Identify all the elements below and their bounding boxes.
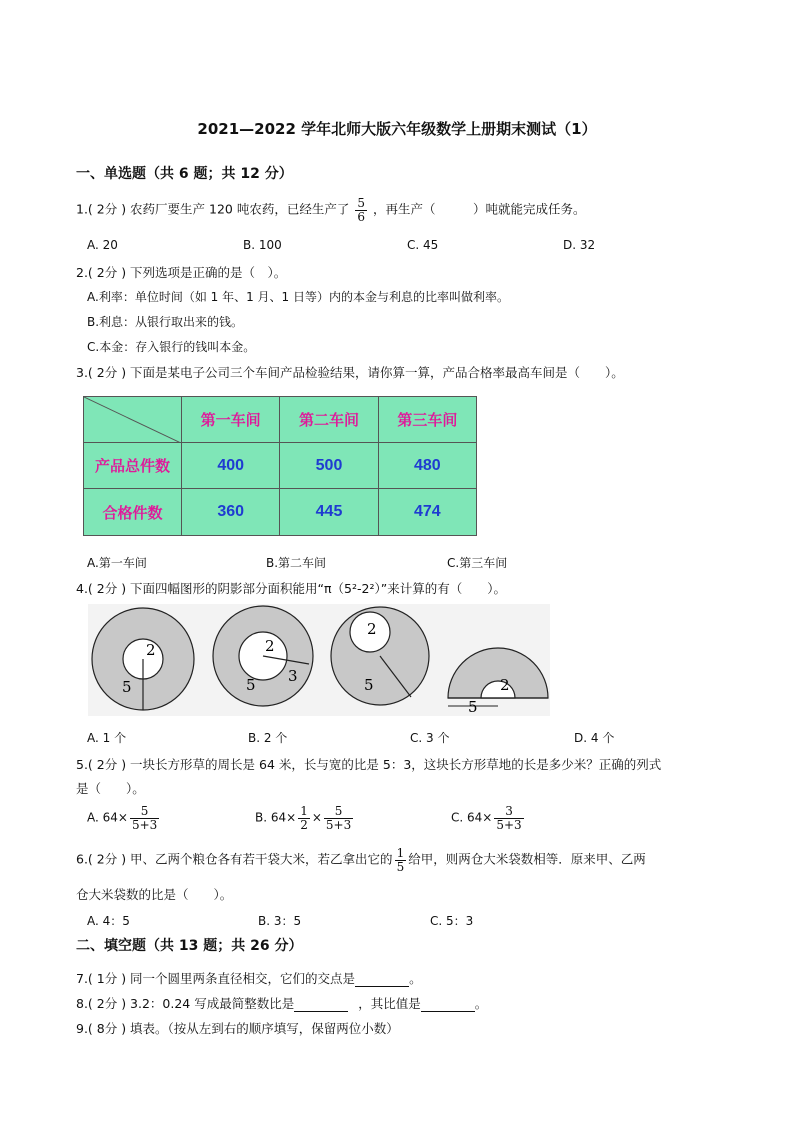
q5-option-c[interactable]: C. 64× $\frac{3}{5+3}$	[451, 804, 522, 832]
fig2-label-2: 2	[265, 637, 275, 655]
q5-option-b[interactable]: B. 64× $\frac{1}{2}$ × $\frac{5}{5+3}$	[255, 804, 352, 832]
question-8: 8.( 2分 ) 3.2：0.24 写成最简整数比是 ，其比值是 。	[76, 996, 488, 1011]
q2-option-c[interactable]: C.本金：存入银行的钱叫本金。	[87, 340, 256, 354]
fraction: $\frac{5}{5+3}$	[131, 804, 158, 832]
table-cell: 400	[182, 443, 280, 489]
page-title: 2021—2022 学年北师大版六年级数学上册期末测试（1）	[197, 120, 597, 138]
table-header-workshop-2: 第二车间	[280, 397, 378, 443]
fig2-label-5: 5	[246, 676, 256, 694]
q1-option-b[interactable]: B. 100	[243, 238, 282, 252]
q6-option-a[interactable]: A. 4：5	[87, 914, 130, 928]
q4-option-d[interactable]: D. 4 个	[574, 731, 615, 745]
question-6-line-1: 6.( 2分 ) 甲、乙两个粮仓各有若干袋大米，若乙拿出它的 $\frac{1}{5}$ 给甲，则两仓大米袋数相等．原来甲、乙两	[76, 846, 646, 874]
question-5-line-2: 是（ ）。	[76, 781, 145, 796]
diagonal-line	[84, 397, 181, 443]
table-row-label-qualified: 合格件数	[84, 489, 182, 536]
q6-option-b[interactable]: B. 3：5	[258, 914, 302, 928]
q2-option-a[interactable]: A.利率：单位时间（如 1 年、1 月、1 日等）内的本金与利息的比率叫做利率。	[87, 290, 509, 304]
answer-blank[interactable]	[421, 999, 475, 1012]
table-cell: 500	[280, 443, 378, 489]
question-3: 3.( 2分 ) 下面是某电子公司三个车间产品检验结果，请你算一算，产品合格率最高车间是（ ）。	[76, 365, 624, 380]
workshop-table	[83, 396, 477, 536]
q1-option-a[interactable]: A. 20	[87, 238, 118, 252]
question-7: 7.( 1分 ) 同一个圆里两条直径相交，它们的交点是 。	[76, 971, 422, 986]
fraction-one-fifth: $\frac{1}{5}$	[396, 846, 405, 874]
q2-option-b[interactable]: B.利息：从银行取出来的钱。	[87, 315, 244, 329]
table-header-workshop-3: 第三车间	[378, 397, 476, 443]
fig1-label-2: 2	[146, 641, 156, 659]
fraction: $\frac{1}{2}$	[300, 804, 308, 832]
q1-option-d[interactable]: D. 32	[563, 238, 596, 252]
question-1-text-end: ，再生产（ ）吨就能完成任务。	[372, 201, 586, 217]
question-9: 9.( 8分 ) 填表。（按从左到右的顺序填写，保留两位小数）	[76, 1021, 399, 1036]
q6-option-c[interactable]: C. 5：3	[430, 914, 474, 928]
q3-option-b[interactable]: B.第二车间	[266, 556, 327, 570]
fraction-five-sixths: $\frac{5}{6}$	[357, 196, 365, 224]
fig3-label-2: 2	[367, 620, 377, 638]
q4-option-a[interactable]: A. 1 个	[87, 731, 127, 745]
question-6-line-2: 仓大米袋数的比是（ ）。	[76, 887, 233, 902]
question-1	[76, 197, 585, 223]
question-5-line-1: 5.( 2分 ) 一块长方形草的周长是 64 米，长与宽的比是 5：3，这块长方形草地的长是多少米？正确的列式	[76, 757, 662, 772]
answer-blank[interactable]	[294, 999, 348, 1012]
question-4: 4.( 2分 ) 下面四幅图形的阴影部分面积能用“π（5²-2²）”来计算的有（ ）。	[76, 581, 506, 596]
table-cell: 445	[280, 489, 378, 536]
table-corner-cell	[84, 397, 182, 443]
table-cell: 360	[182, 489, 280, 536]
annulus-figures	[88, 604, 550, 716]
annulus-figures-drawing	[88, 604, 550, 716]
question-1-text: 1.( 2分 ) 农药厂要生产 120 吨农药，已经生产了	[76, 201, 350, 217]
table-row-label-total: 产品总件数	[84, 443, 182, 489]
fig4-label-5: 5	[468, 698, 478, 716]
section-heading-single-choice: 一、单选题（共 6 题；共 12 分）	[76, 166, 293, 182]
question-2: 2.( 2分 ) 下列选项是正确的是（ ）。	[76, 265, 287, 280]
fig1-label-5: 5	[122, 678, 132, 696]
fig4-label-2: 2	[500, 676, 510, 694]
table-cell: 480	[378, 443, 476, 489]
q4-option-b[interactable]: B. 2 个	[248, 731, 288, 745]
q1-option-c[interactable]: C. 45	[407, 238, 439, 252]
table-cell: 474	[378, 489, 476, 536]
answer-blank[interactable]	[355, 974, 409, 987]
fig3-label-5: 5	[364, 676, 374, 694]
q3-option-c[interactable]: C.第三车间	[447, 556, 508, 570]
table-header-workshop-1: 第一车间	[182, 397, 280, 443]
q5-option-a[interactable]: A. 64× $\frac{5}{5+3}$	[87, 804, 158, 832]
section-heading-fill-in: 二、填空题（共 13 题；共 26 分）	[76, 938, 303, 954]
fraction: $\frac{3}{5+3}$	[496, 804, 522, 832]
q4-option-c[interactable]: C. 3 个	[410, 731, 450, 745]
fig2-label-3: 3	[288, 667, 298, 685]
q3-option-a[interactable]: A.第一车间	[87, 556, 147, 570]
fraction: $\frac{5}{5+3}$	[325, 804, 352, 832]
